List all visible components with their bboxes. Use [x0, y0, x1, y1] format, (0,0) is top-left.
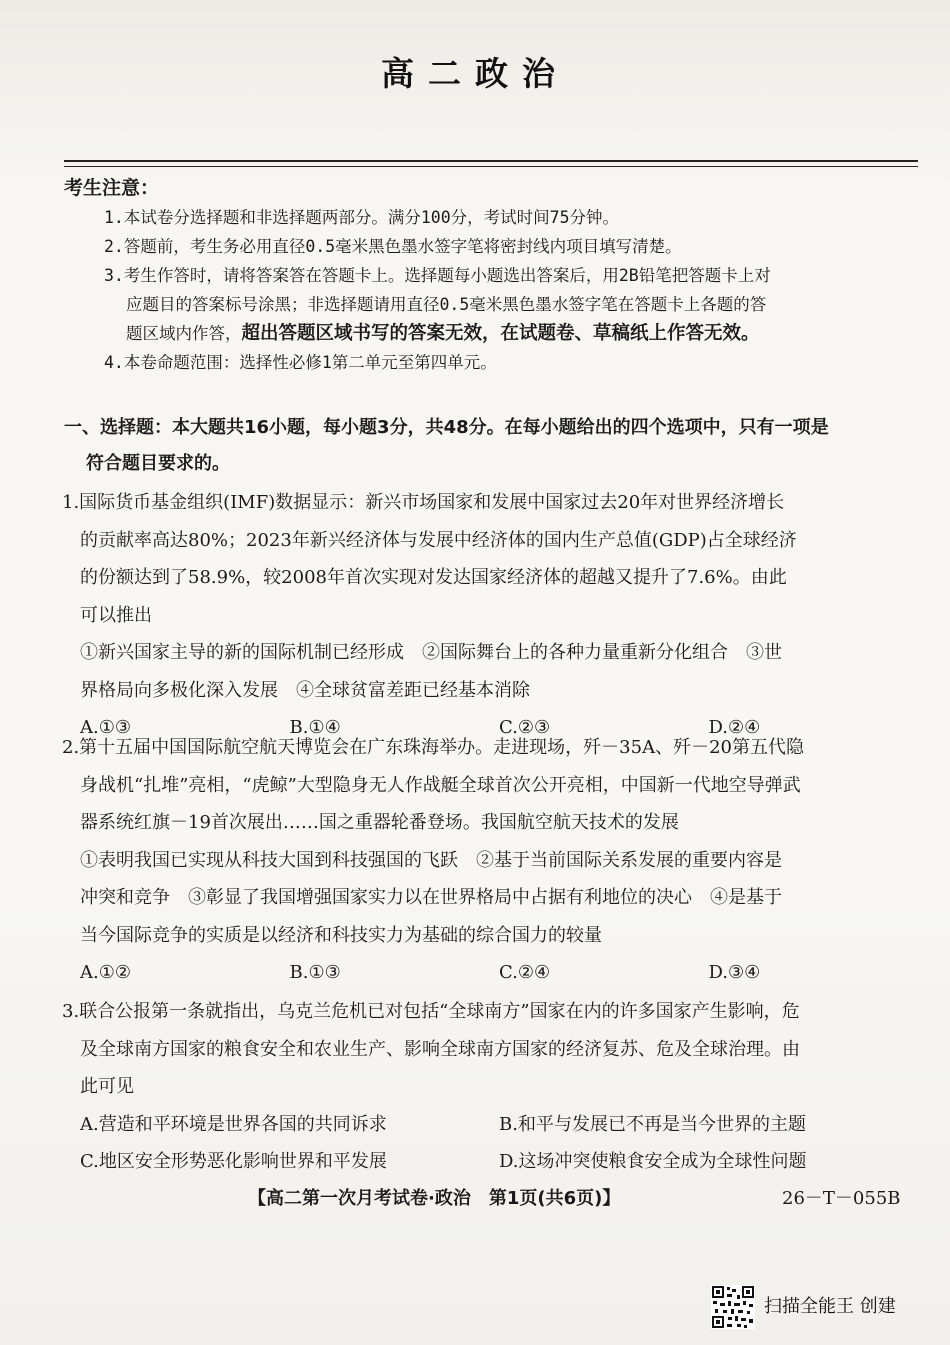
notice-item-continued	[104, 319, 904, 348]
option-a: A.营造和平环境是世界各国的共同诉求	[80, 1113, 387, 1135]
question-2	[62, 729, 918, 992]
section-heading-line: 一、选择题：本大题共16小题，每小题3分，共48分。在每小题给出的四个选项中，只有一项是	[64, 417, 829, 438]
answer-options	[62, 954, 918, 992]
option-d: D.③④	[708, 962, 761, 983]
question-1	[62, 484, 918, 747]
title-divider	[64, 160, 918, 162]
question-statement-line: ①新兴国家主导的新的国际机制已经形成 ②国际舞台上的各种力量重新分化组合 ③世	[80, 642, 782, 663]
notice-item: 1.本试卷分选择题和非选择题两部分。满分100分，考试时间75分钟。	[104, 208, 620, 227]
question-stem-line: 可以推出	[80, 604, 152, 626]
option-a: A.①③	[80, 717, 131, 738]
notice-item-continued: 应题目的答案标号涂黑；非选择题请用直径0.5毫米黑色墨水签字笔在答题卡上各题的答	[126, 295, 767, 314]
notice-text: 题区域内作答，	[126, 324, 242, 343]
question-stem-line: 3.联合公报第一条就指出，乌克兰危机已对包括“全球南方”国家在内的许多国家产生影响，危	[62, 1001, 800, 1022]
notice-item: 3.考生作答时，请将答案答在答题卡上。选择题每小题选出答案后，用2B铅笔把答题卡上对	[104, 266, 771, 285]
notice-item: 4.本卷命题范围：选择性必修1第二单元至第四单元。	[104, 353, 497, 372]
page-title: 高二政治	[381, 54, 569, 93]
option-c: C.②④	[499, 962, 551, 983]
qr-code-icon	[711, 1285, 755, 1329]
question-stem-line: 1.国际货币基金组织(IMF)数据显示：新兴市场国家和发展中国家过去20年对世界经济增长	[62, 492, 785, 513]
paper-code: 26－T－055B	[782, 1188, 901, 1209]
question-stem-line: 的份额达到了58.9%，较2008年首次实现对发达国家经济体的超越又提升了7.6%。由此	[80, 567, 787, 588]
option-c: C.②③	[499, 717, 551, 738]
option-c: C.地区安全形势恶化影响世界和平发展	[80, 1151, 387, 1172]
option-b: B.和平与发展已不再是当今世界的主题	[499, 1113, 806, 1135]
question-stem-line: 的贡献率高达80%；2023年新兴经济体与发展中经济体的国内生产总值(GDP)占全球经济	[80, 529, 797, 551]
option-a: A.①②	[80, 962, 131, 983]
question-stem-line: 及全球南方国家的粮食安全和农业生产、影响全球南方国家的经济复苏、危及全球治理。由	[80, 1038, 800, 1060]
page-footer: 【高二第一次月考试卷·政治 第1页(共6页)】	[248, 1188, 621, 1209]
answer-options-row	[62, 1106, 918, 1144]
notice-list	[104, 203, 904, 377]
scanner-watermark: 扫描全能王 创建	[764, 1296, 896, 1317]
title-divider-thin	[64, 166, 918, 167]
question-statement-line: 冲突和竞争 ③彰显了我国增强国家实力以在世界格局中占据有利地位的决心 ④是基于	[80, 887, 782, 908]
question-3	[62, 993, 918, 1181]
option-d: D.②④	[708, 717, 761, 738]
question-statement-line: ①表明我国已实现从科技大国到科技强国的飞跃 ②基于当前国际关系发展的重要内容是	[80, 849, 782, 871]
section-heading-line: 符合题目要求的。	[86, 453, 230, 474]
question-stem-line: 此可见	[80, 1076, 134, 1097]
question-stem-line: 身战机“扎堆”亮相，“虎鲸”大型隐身无人作战艇全球首次公开亮相，中国新一代地空导弹武	[80, 774, 801, 796]
option-b: B.①③	[289, 962, 341, 983]
section-heading	[64, 410, 914, 482]
question-stem-line: 2.第十五届中国国际航空航天博览会在广东珠海举办。走进现场，歼－35A、歼－20第五代隐	[62, 737, 804, 758]
option-d: D.这场冲突使粮食安全成为全球性问题	[499, 1151, 807, 1172]
notice-heading: 考生注意：	[64, 177, 160, 199]
question-statement-line: 当今国际竞争的实质是以经济和科技实力为基础的综合国力的较量	[80, 924, 602, 946]
option-b: B.①④	[289, 717, 341, 738]
question-stem-line: 器系统红旗－19首次展出……国之重器轮番登场。我国航空航天技术的发展	[80, 812, 679, 833]
notice-emphasis: 超出答题区域书写的答案无效，在试题卷、草稿纸上作答无效。	[241, 323, 760, 344]
question-statement-line: 界格局向多极化深入发展 ④全球贫富差距已经基本消除	[80, 679, 530, 701]
answer-options-row	[62, 1143, 918, 1181]
notice-item: 2.答题前，考生务必用直径0.5毫米黑色墨水签字笔将密封线内项目填写清楚。	[104, 237, 682, 256]
